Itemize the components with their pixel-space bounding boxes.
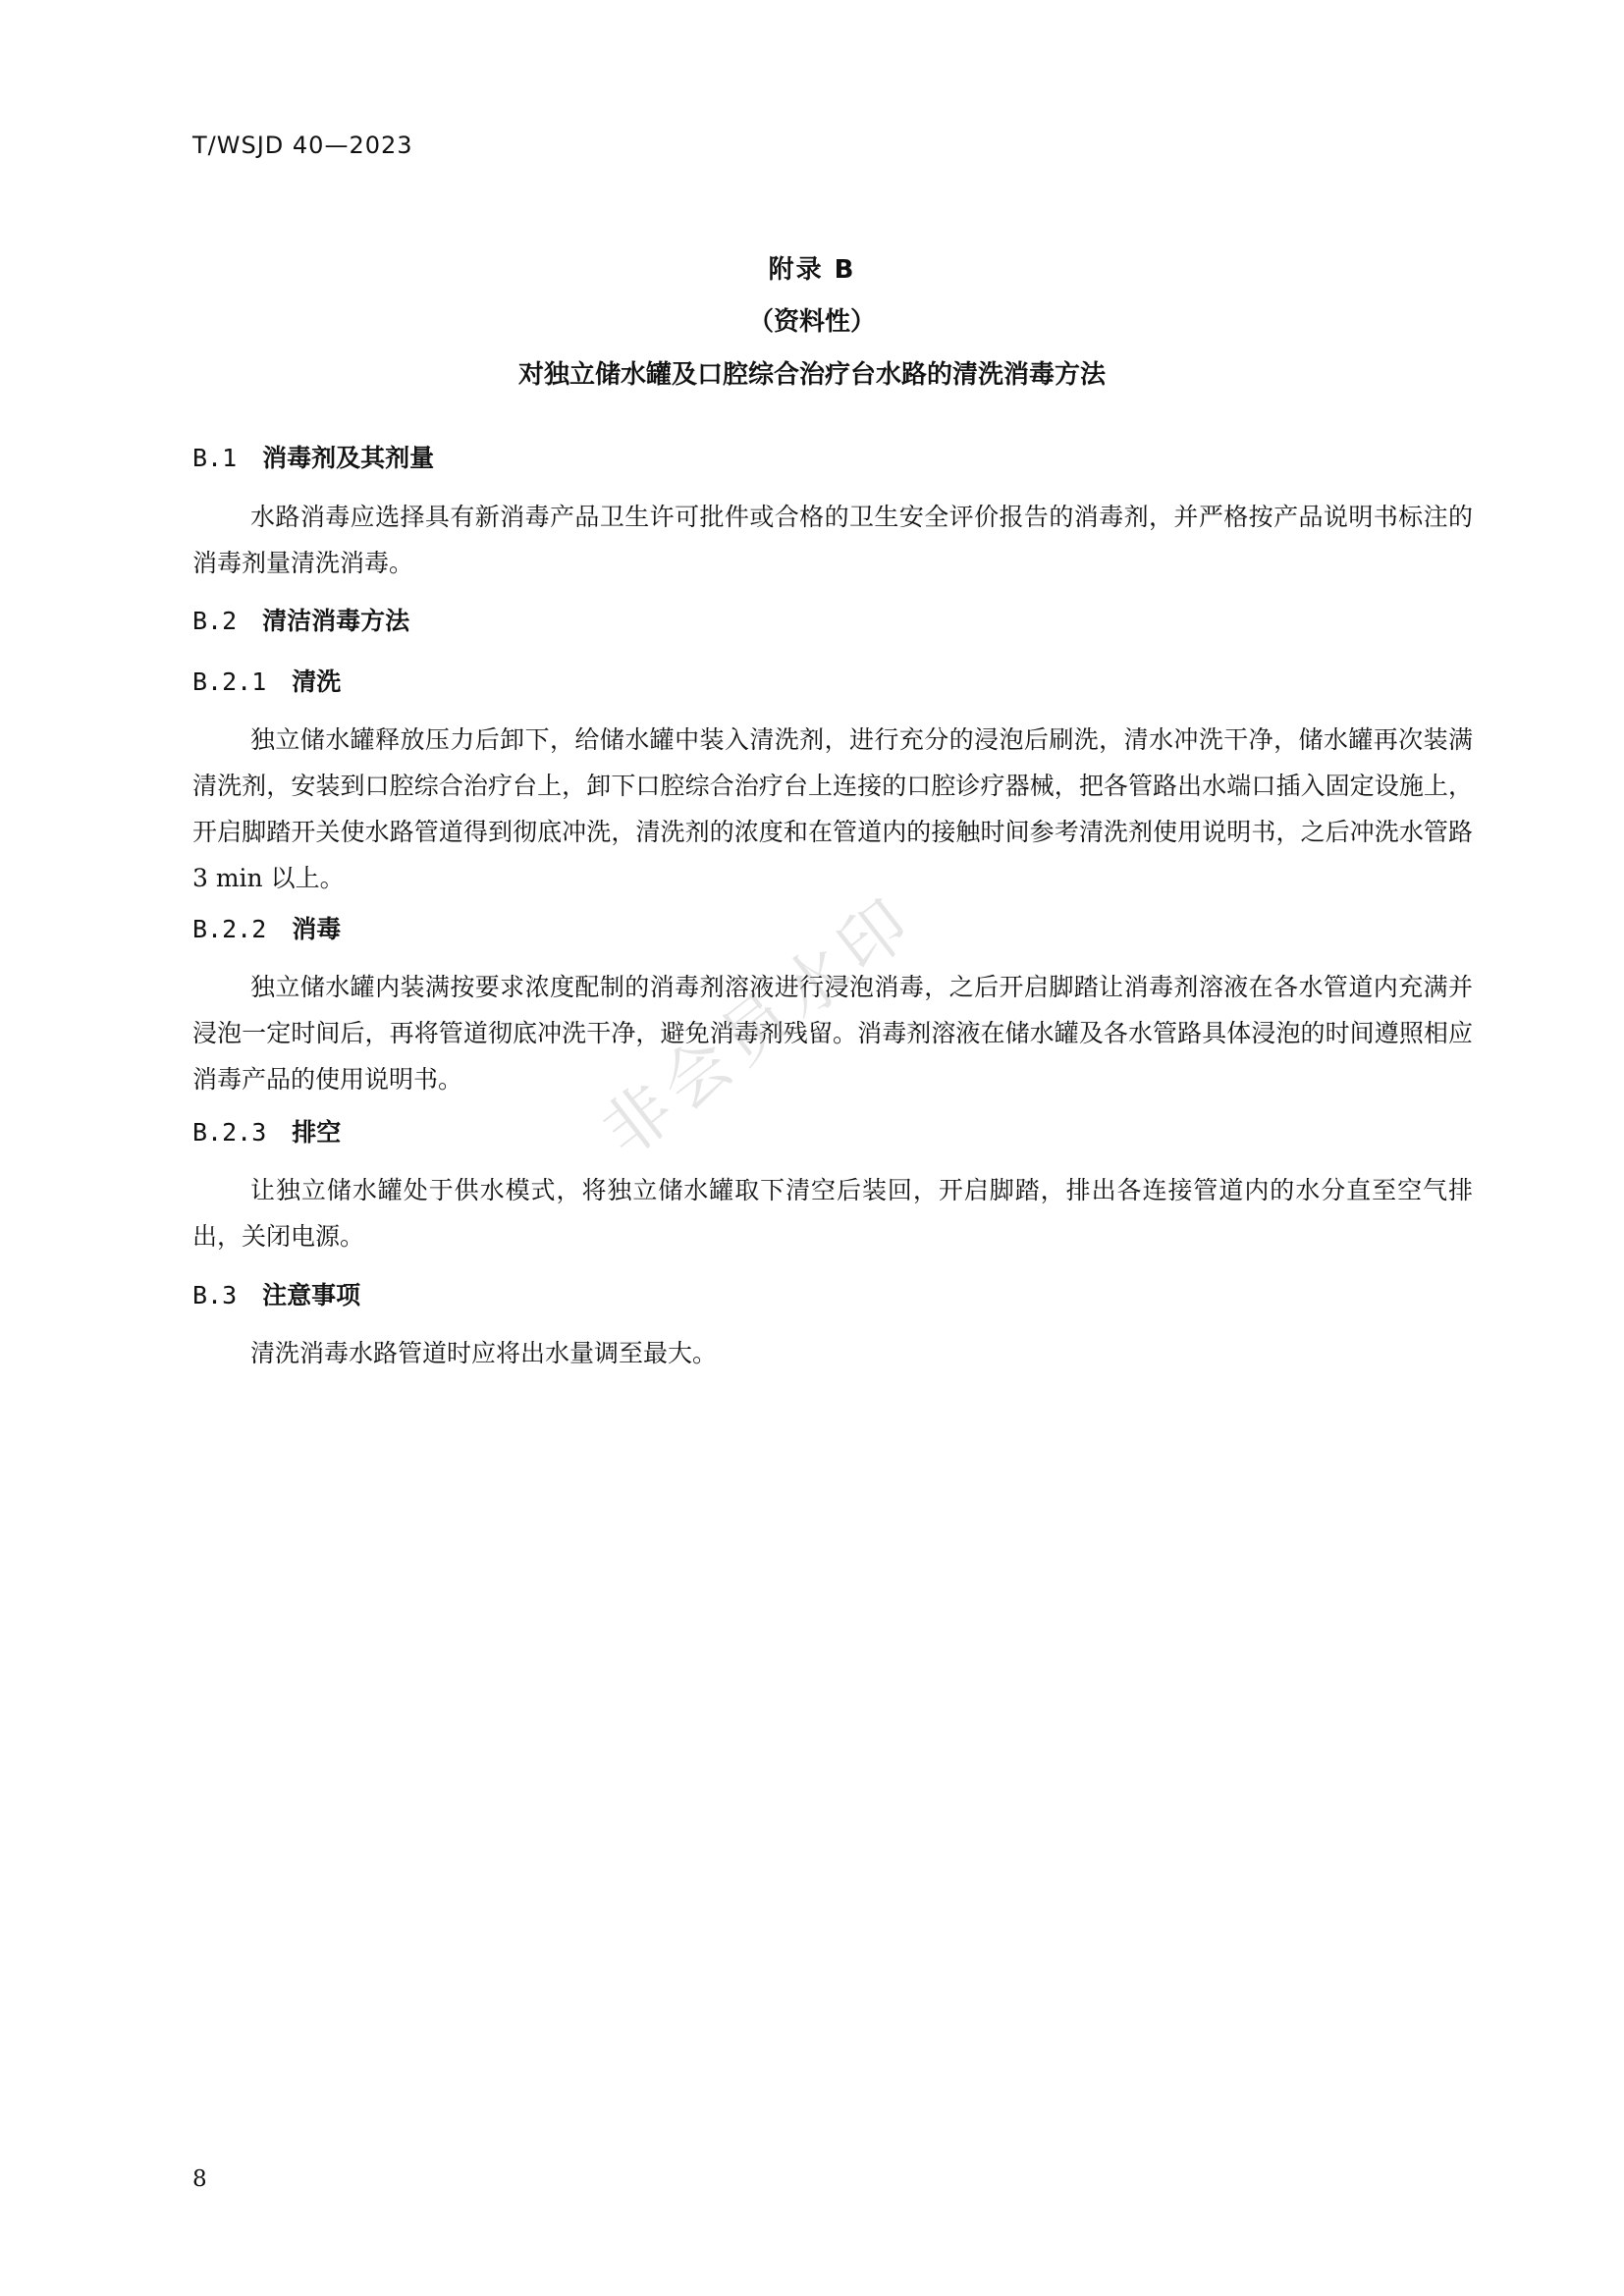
section-number: B.1	[192, 444, 238, 472]
section-number: B.2.2	[192, 915, 267, 943]
document-code: T/WSJD 40—2023	[192, 132, 413, 159]
section-paragraph-b1: 水路消毒应选择具有新消毒产品卫生许可批件或合格的卫生安全评价报告的消毒剂，并严格按产品说明书标注的消毒剂量清洗消毒。	[192, 503, 1473, 577]
section-heading-b3	[192, 1276, 360, 1311]
section-paragraph-b21: 独立储水罐释放压力后卸下，给储水罐中装入清洗剂，进行充分的浸泡后刷洗，清水冲洗干净，储水罐再次装满清洗剂，安装到口腔综合治疗台上，卸下口腔综合治疗台上连接的口腔诊疗器械，把各管路出水端口插入固定设施上，开启脚踏开关使水路管道得到彻底冲洗，清洗剂的浓度和在管道内的接触时间参考清洗剂使用说明书，之后冲洗水管路 3 min 以上。	[192, 725, 1473, 892]
section-paragraph-b22: 独立储水罐内装满按要求浓度配制的消毒剂溶液进行浸泡消毒，之后开启脚踏让消毒剂溶液在各水管道内充满并浸泡一定时间后，再将管道彻底冲洗干净，避免消毒剂残留。消毒剂溶液在储水罐及各水管路具体浸泡的时间遵照相应消毒产品的使用说明书。	[192, 973, 1473, 1094]
section-title: 清洁消毒方法	[262, 607, 410, 635]
section-number: B.2.3	[192, 1118, 267, 1147]
section-heading-b21	[192, 663, 341, 698]
section-heading-b2	[192, 602, 409, 637]
section-heading-b22	[192, 910, 341, 945]
page-number: 8	[192, 2166, 207, 2192]
section-heading-b1	[192, 439, 434, 474]
section-paragraph-b23: 让独立储水罐处于供水模式，将独立储水罐取下清空后装回，开启脚踏，排出各连接管道内的水分直至空气排出，关闭电源。	[192, 1176, 1473, 1251]
section-number: B.3	[192, 1281, 238, 1309]
appendix-label: 附录 B	[768, 255, 856, 285]
appendix-title: 对独立储水罐及口腔综合治疗台水路的清洗消毒方法	[517, 360, 1106, 390]
section-number: B.2	[192, 607, 238, 635]
appendix-nature: （资料性）	[747, 307, 876, 337]
watermark: 非会员水印	[588, 881, 931, 1173]
section-title: 注意事项	[262, 1281, 361, 1309]
section-paragraph-b3: 清洗消毒水路管道时应将出水量调至最大。	[250, 1339, 718, 1367]
section-title: 消毒	[292, 915, 342, 943]
section-title: 消毒剂及其剂量	[262, 444, 435, 472]
section-title: 清洗	[292, 667, 342, 696]
section-number: B.2.1	[192, 667, 267, 696]
section-title: 排空	[292, 1118, 342, 1147]
section-heading-b23	[192, 1113, 341, 1148]
